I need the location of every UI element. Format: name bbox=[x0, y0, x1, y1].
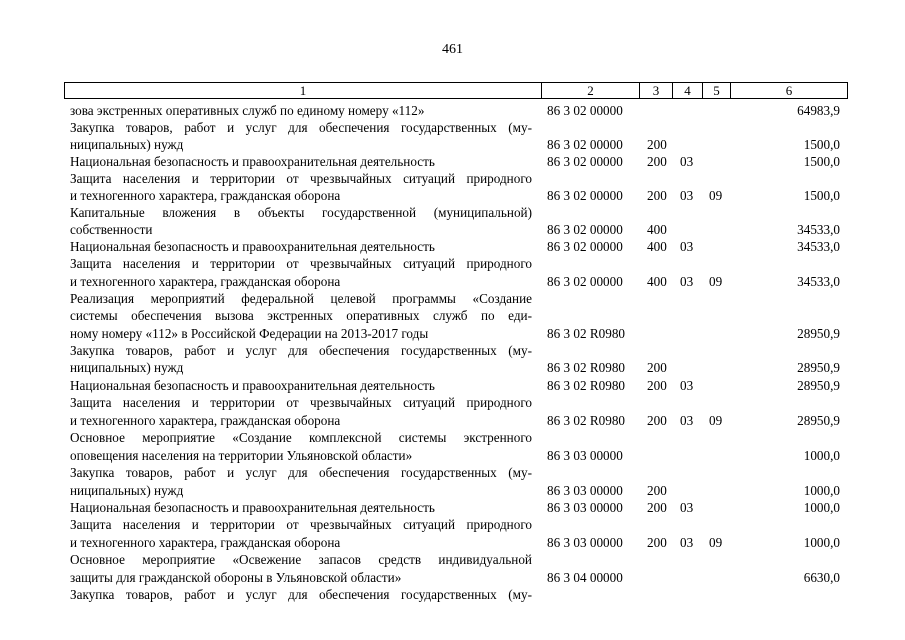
row-budget-code: 86 3 02 00000 bbox=[547, 239, 623, 254]
row-amount: 28950,9 bbox=[797, 326, 840, 341]
row-col-3: 200 bbox=[647, 188, 667, 203]
row-budget-code: 86 3 02 R0980 bbox=[547, 326, 626, 341]
header-col-3: 3 bbox=[639, 83, 672, 98]
table-row bbox=[0, 447, 905, 464]
table-row bbox=[0, 136, 905, 153]
row-description: Закупка товаров, работ и услуг для обеспечения государственных (му- bbox=[70, 587, 532, 602]
row-amount: 1500,0 bbox=[803, 137, 840, 152]
row-col-3: 200 bbox=[647, 413, 667, 428]
row-description: и техногенного характера, гражданская оборона bbox=[70, 274, 341, 289]
table-row bbox=[0, 534, 905, 551]
header-col-4: 4 bbox=[672, 83, 702, 98]
row-col-4: 03 bbox=[680, 239, 694, 254]
row-description: Национальная безопасность и правоохранительная деятельность bbox=[70, 378, 435, 393]
row-col-3: 200 bbox=[647, 378, 667, 393]
row-budget-code: 86 3 02 R0980 bbox=[547, 378, 626, 393]
row-budget-code: 86 3 03 00000 bbox=[547, 448, 623, 463]
table-row bbox=[0, 377, 905, 394]
header-col-1: 1 bbox=[299, 83, 307, 98]
table-row bbox=[0, 102, 905, 119]
table-row bbox=[0, 499, 905, 516]
row-description: Национальная безопасность и правоохранительная деятельность bbox=[70, 239, 435, 254]
table-row bbox=[0, 569, 905, 586]
row-col-5: 09 bbox=[709, 188, 723, 203]
table-row bbox=[0, 153, 905, 170]
table-row bbox=[0, 429, 905, 446]
row-description: оповещения населения на территории Ульяновской области» bbox=[70, 448, 413, 463]
row-description: Защита населения и территории от чрезвычайных ситуаций природного bbox=[70, 256, 532, 271]
row-description: и техногенного характера, гражданская оборона bbox=[70, 413, 341, 428]
table-header bbox=[64, 82, 848, 99]
row-description: Защита населения и территории от чрезвычайных ситуаций природного bbox=[70, 395, 532, 410]
table-row bbox=[0, 119, 905, 136]
header-col-6: 6 bbox=[730, 83, 847, 98]
header-col-5: 5 bbox=[702, 83, 730, 98]
row-col-4: 03 bbox=[680, 188, 694, 203]
row-description: зова экстренных оперативных служб по единому номеру «112» bbox=[70, 103, 425, 118]
table-row bbox=[0, 170, 905, 187]
table-row bbox=[0, 516, 905, 533]
row-col-5: 09 bbox=[709, 413, 723, 428]
row-col-3: 400 bbox=[647, 274, 667, 289]
row-budget-code: 86 3 03 00000 bbox=[547, 535, 623, 550]
row-budget-code: 86 3 03 00000 bbox=[547, 483, 623, 498]
row-col-4: 03 bbox=[680, 500, 694, 515]
row-budget-code: 86 3 02 00000 bbox=[547, 188, 623, 203]
row-col-4: 03 bbox=[680, 535, 694, 550]
row-budget-code: 86 3 02 00000 bbox=[547, 103, 623, 118]
row-description: защиты для гражданской обороны в Ульяновской области» bbox=[70, 570, 402, 585]
table-row bbox=[0, 255, 905, 272]
table-row bbox=[0, 551, 905, 568]
row-description: Национальная безопасность и правоохранительная деятельность bbox=[70, 500, 435, 515]
row-description: Закупка товаров, работ и услуг для обеспечения государственных (му- bbox=[70, 343, 532, 358]
row-amount: 1500,0 bbox=[803, 188, 840, 203]
row-amount: 34533,0 bbox=[797, 274, 840, 289]
row-budget-code: 86 3 02 R0980 bbox=[547, 360, 626, 375]
row-description: Основное мероприятие «Создание комплексной системы экстренного bbox=[70, 430, 532, 445]
row-col-3: 200 bbox=[647, 535, 667, 550]
row-amount: 1000,0 bbox=[803, 483, 840, 498]
row-budget-code: 86 3 04 00000 bbox=[547, 570, 623, 585]
row-amount: 34533,0 bbox=[797, 222, 840, 237]
row-description: Реализация мероприятий федеральной целевой программы «Создание bbox=[70, 291, 532, 306]
row-description: ниципальных) нужд bbox=[70, 360, 184, 375]
row-description: Защита населения и территории от чрезвычайных ситуаций природного bbox=[70, 171, 532, 186]
table-row bbox=[0, 342, 905, 359]
row-col-4: 03 bbox=[680, 274, 694, 289]
table-row bbox=[0, 187, 905, 204]
row-description: Основное мероприятие «Освежение запасов средств индивидуальной bbox=[70, 552, 532, 567]
row-amount: 1000,0 bbox=[803, 535, 840, 550]
row-budget-code: 86 3 02 00000 bbox=[547, 222, 623, 237]
row-col-5: 09 bbox=[709, 535, 723, 550]
row-description: Закупка товаров, работ и услуг для обеспечения государственных (му- bbox=[70, 465, 532, 480]
table-row bbox=[0, 359, 905, 376]
table-row bbox=[0, 325, 905, 342]
table-row bbox=[0, 464, 905, 481]
table-row bbox=[0, 238, 905, 255]
row-description: Капитальные вложения в объекты государственной (муниципальной) bbox=[70, 205, 532, 220]
row-amount: 1000,0 bbox=[803, 448, 840, 463]
row-budget-code: 86 3 03 00000 bbox=[547, 500, 623, 515]
table-row bbox=[0, 307, 905, 324]
row-col-3: 400 bbox=[647, 239, 667, 254]
row-amount: 64983,9 bbox=[797, 103, 840, 118]
row-col-3: 200 bbox=[647, 154, 667, 169]
row-budget-code: 86 3 02 00000 bbox=[547, 137, 623, 152]
row-col-3: 200 bbox=[647, 137, 667, 152]
row-amount: 28950,9 bbox=[797, 360, 840, 375]
row-col-3: 200 bbox=[647, 500, 667, 515]
row-col-4: 03 bbox=[680, 413, 694, 428]
table-row bbox=[0, 221, 905, 238]
row-col-5: 09 bbox=[709, 274, 723, 289]
row-description: ниципальных) нужд bbox=[70, 137, 184, 152]
row-description: и техногенного характера, гражданская оборона bbox=[70, 188, 341, 203]
table-row bbox=[0, 273, 905, 290]
header-col-2: 2 bbox=[541, 83, 639, 98]
row-amount: 1500,0 bbox=[803, 154, 840, 169]
table-row bbox=[0, 290, 905, 307]
row-description: Закупка товаров, работ и услуг для обеспечения государственных (му- bbox=[70, 120, 532, 135]
table-row bbox=[0, 412, 905, 429]
row-col-3: 400 bbox=[647, 222, 667, 237]
table-row bbox=[0, 394, 905, 411]
table-row bbox=[0, 586, 905, 603]
row-budget-code: 86 3 02 R0980 bbox=[547, 413, 626, 428]
row-amount: 28950,9 bbox=[797, 378, 840, 393]
row-amount: 28950,9 bbox=[797, 413, 840, 428]
row-col-3: 200 bbox=[647, 360, 667, 375]
row-budget-code: 86 3 02 00000 bbox=[547, 274, 623, 289]
row-description: Национальная безопасность и правоохранительная деятельность bbox=[70, 154, 435, 169]
table-row bbox=[0, 204, 905, 221]
row-description: собственности bbox=[70, 222, 153, 237]
row-col-4: 03 bbox=[680, 378, 694, 393]
row-description: ному номеру «112» в Российской Федерации на 2013-2017 годы bbox=[70, 326, 429, 341]
row-amount: 34533,0 bbox=[797, 239, 840, 254]
row-budget-code: 86 3 02 00000 bbox=[547, 154, 623, 169]
page-number: 461 bbox=[442, 42, 463, 57]
row-description: Защита населения и территории от чрезвычайных ситуаций природного bbox=[70, 517, 532, 532]
row-col-3: 200 bbox=[647, 483, 667, 498]
row-description: и техногенного характера, гражданская оборона bbox=[70, 535, 341, 550]
table-row bbox=[0, 482, 905, 499]
row-description: ниципальных) нужд bbox=[70, 483, 184, 498]
row-description: системы обеспечения вызова экстренных оперативных служб по еди- bbox=[70, 308, 532, 323]
row-amount: 1000,0 bbox=[803, 500, 840, 515]
row-col-4: 03 bbox=[680, 154, 694, 169]
row-amount: 6630,0 bbox=[803, 570, 840, 585]
